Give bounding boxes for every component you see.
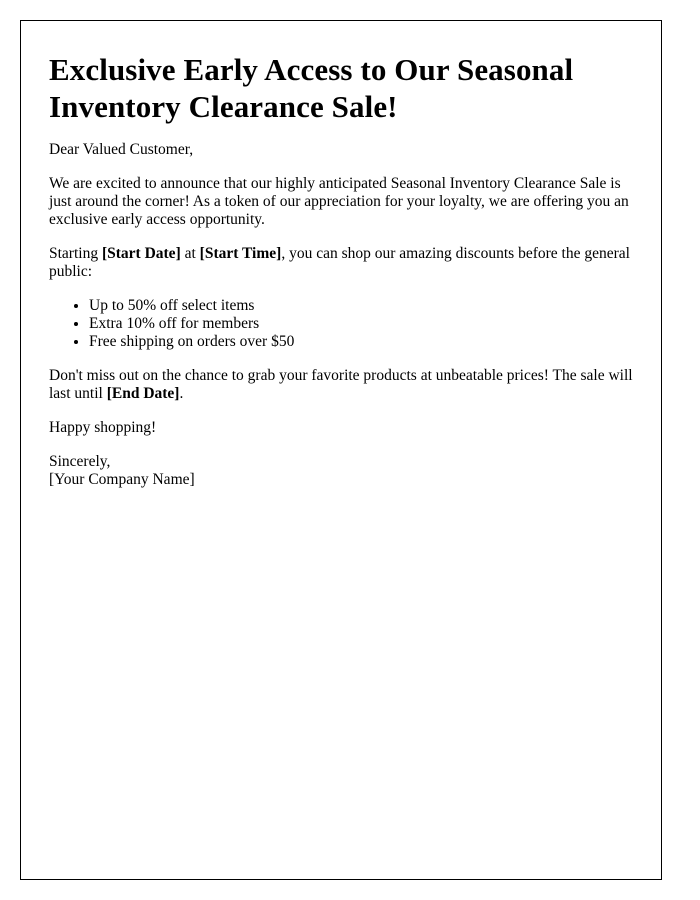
signoff: Sincerely, <box>49 453 111 470</box>
list-item: • Up to 50% off select items <box>89 297 633 315</box>
closing-end: . <box>179 385 184 402</box>
start-prefix: Starting <box>49 245 102 262</box>
start-paragraph <box>49 245 633 281</box>
company-name: [Your Company Name] <box>49 471 195 488</box>
start-date: [Start Date] <box>101 245 181 262</box>
start-at: at <box>180 245 200 262</box>
list-item: • Free shipping on orders over $50 <box>89 333 633 351</box>
intro-paragraph: We are excited to announce that our highly anticipated Seasonal Inventory Clearance Sale is just around the corner! As a token of our appreciation for your loyalty, we are offering you an exclusive early access opportunity. <box>49 175 629 228</box>
letter-page <box>20 20 662 880</box>
start-suffix: , you can shop our amazing discounts before the general public: <box>49 245 630 280</box>
closing-text: Don't miss out on the chance to grab your favorite products at unbeatable prices! The sale will last until <box>49 367 633 402</box>
greeting: Dear Valued Customer, <box>49 141 194 158</box>
signature-block <box>49 453 633 489</box>
start-time: [Start Time] <box>199 245 282 262</box>
list-item: • Extra 10% off for members <box>89 315 633 333</box>
letter-content <box>21 21 661 489</box>
letter-title: Exclusive Early Access to Our Seasonal Inventory Clearance Sale! <box>49 52 574 124</box>
end-date: [End Date] <box>106 385 180 402</box>
benefits-list <box>49 297 633 351</box>
happy-shopping: Happy shopping! <box>49 419 157 436</box>
closing-paragraph <box>49 367 633 403</box>
